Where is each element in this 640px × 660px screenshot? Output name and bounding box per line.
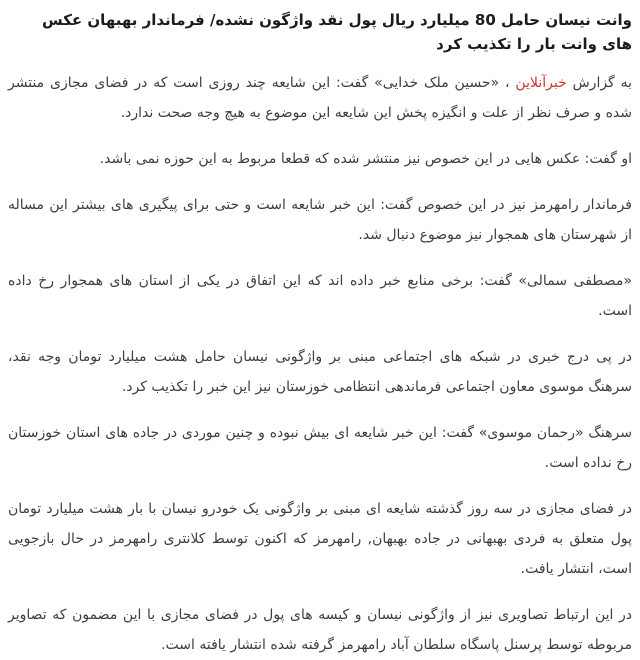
article-paragraph: در فضای مجازی در سه روز گذشته شایعه ای مبنی بر واژگونی یک خودرو نیسان با بار هشت میلیارد تومان پول متعلق به فردی بهبهانی در جاده بهبهان, رامهرمز که اکنون توسط کلانتری رامهرمز در حال بازجویی است، انتشار یافت. bbox=[8, 501, 632, 577]
article-title: وانت نیسان حامل 80 میلیارد ریال پول نقد واژگون نشده/ فرماندار بهبهان عکس های وانت بار را تکذیب کرد bbox=[41, 11, 632, 53]
article-paragraph: فرماندار رامهرمز نیز در این خصوص گفت: این خبر شایعه است و حتی برای پیگیری های بیشتر این مساله از شهرستان های همجوار نیز موضوع دنبال شد. bbox=[8, 197, 632, 243]
source-link-khabaronline[interactable]: خبرآنلاین bbox=[515, 75, 567, 91]
article-paragraph: در پی درج خبری در شبکه های اجتماعی مبنی بر واژگونی نیسان حامل هشت میلیارد تومان وجه نقد، سرهنگ موسوی معاون اجتماعی فرماندهی انتظامی خوزستان نیز این خبر را تکذیب کرد. bbox=[8, 349, 632, 395]
article-lead-paragraph bbox=[8, 68, 632, 128]
article-paragraph: او گفت: عکس هایی در این خصوص نیز منتشر شده که قطعا مربوط به این حوزه نمی باشد. bbox=[99, 151, 632, 167]
article-paragraph: در این ارتباط تصاویری نیز از واژگونی نیسان و کیسه های پول در فضای مجازی با این مضمون که تصاویر مربوطه توسط پرسنل پاسگاه سلطان آباد رامهرمز گرفته شده انتشار یافته است. bbox=[8, 607, 632, 653]
article-paragraph: «مصطفی سمالی» گفت: برخی منابع خبر داده اند که این اتفاق در یکی از استان های همجوار رخ داده است. bbox=[8, 273, 632, 319]
lead-suffix: ، «حسین ملک خدایی» گفت: این شایعه چند روزی است که در فضای مجازی منتشر شده و صرف نظر از علت و انگیزه پخش این شایعه این موضوع به هیچ وجه صحت ندارد. bbox=[8, 75, 632, 121]
lead-prefix: به گزارش bbox=[566, 75, 632, 91]
article-paragraph: سرهنگ «رحمان موسوی» گفت: این خبر شایعه ای بیش نبوده و چنین موردی در جاده های استان خوزستان رخ نداده است. bbox=[8, 425, 632, 471]
